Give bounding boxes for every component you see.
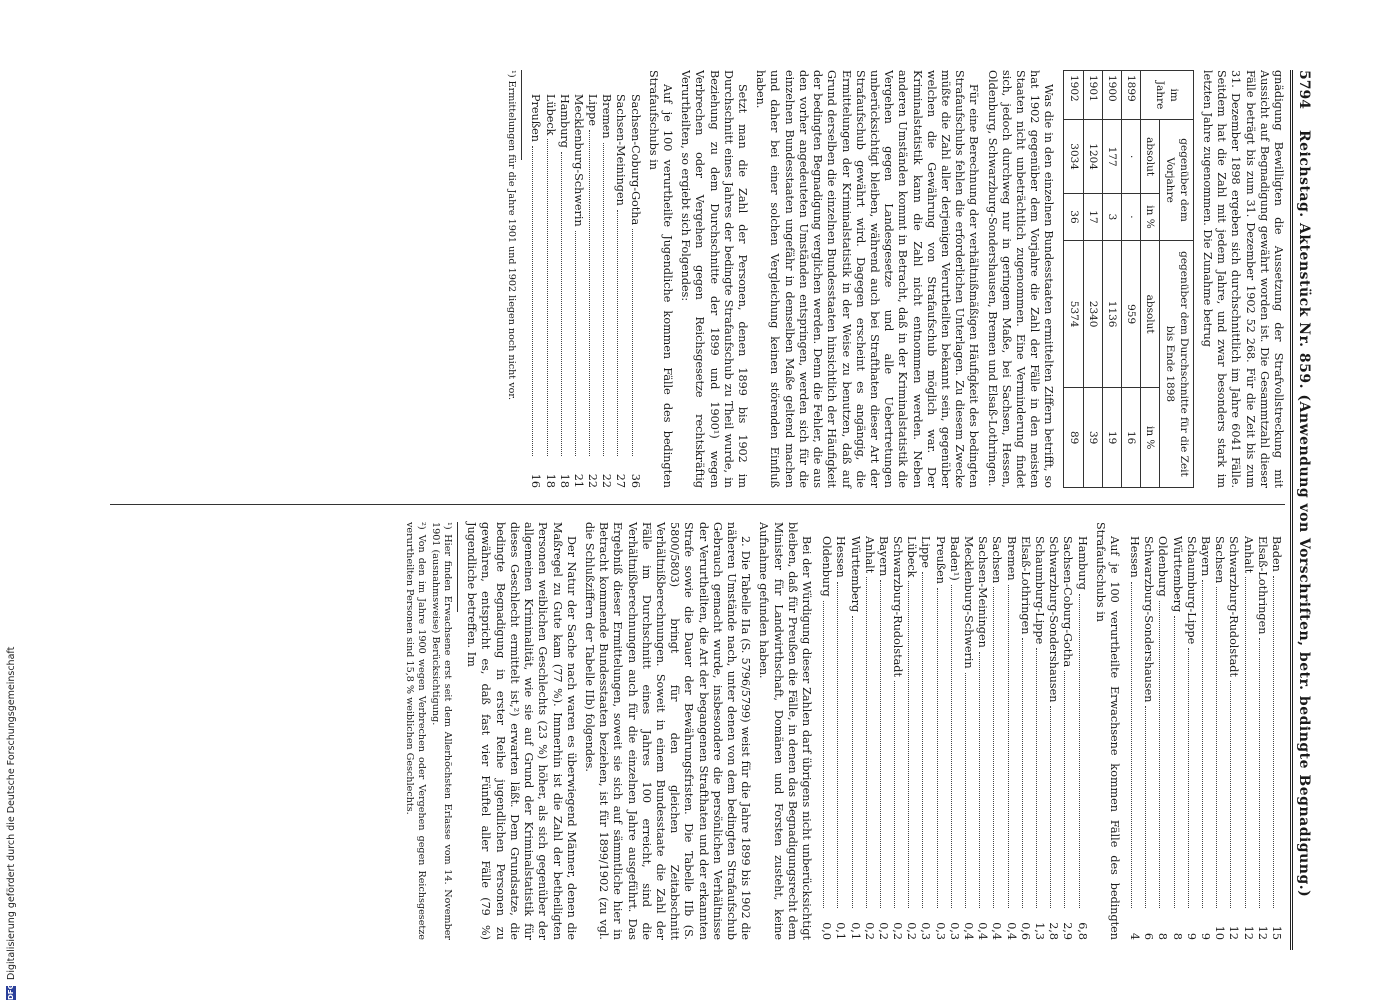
list-item: Baden 15 [1270,536,1283,940]
cell-pct-prev: · [1121,194,1140,241]
list-item: Mecklenburg-Schwerin 21 [571,94,585,488]
cell-pct-prev: 17 [1083,194,1102,241]
list-item: Schaumburg-Lippe 1,3 [1032,536,1046,940]
adults-list [819,536,1089,940]
list-item: Sachsen-Meiningen 27 [614,94,628,488]
list-item: Württemberg 0,1 [848,536,862,940]
list-item: Oldenburg 8 [1156,536,1170,940]
list-item: Bremen 0,4 [1004,536,1018,940]
list-item: Oldenburg 0,0 [820,536,834,940]
list-item: Mecklenburg-Schwerin 0,4 [962,536,976,940]
table-row [1121,71,1140,488]
footnote: ¹) Ermittelungen für die Jahre 1901 und 1902 liegen noch nicht vor. [506,70,518,400]
list-item: Preußen 16 [529,94,543,488]
list-item: Baden¹) 0,3 [947,536,961,940]
cell-pct-avg: 19 [1102,388,1121,488]
pct-header: in % [1141,388,1160,488]
cell-abs-prev: 3034 [1064,120,1083,194]
list-item: Schwarzburg-Rudolstadt 12 [1227,536,1241,940]
cell-year: 1899 [1121,71,1140,120]
list-item: Württemberg 8 [1170,536,1184,940]
table-row [1083,71,1102,488]
list-item: Schaumburg-Lippe 9 [1184,536,1198,940]
page-header [1290,70,1315,950]
paragraph-gender: Der Natur der Sache nach waren es überwiegend Männer, denen die Maßregel zu Gute kam (77 %). Immerhin ist die Zahl der betheiligten Personen weiblichen Geschlechts (23 %) höher, als sich gegenüber der allgemeinen Kriminalität, wie sie auf Grund der Kriminalstatistik für dieses Geschlecht ermittelt ist,²) erwarten läßt. Dem Grundsatze, die bedingte Begnadigung in erster Reihe jugendlichen Personen zu gewähren, entspricht es, daß fast vier Fünftel aller Fälle (79 %) Jugendliche betreffen. Im [465,522,578,940]
cell-pct-avg: 16 [1121,388,1140,488]
cell-year: 1900 [1102,71,1121,120]
cell-year: 1902 [1064,71,1083,120]
list-item: Schwarzburg-Sondershausen 6 [1142,536,1156,940]
footnote-1: ¹) Hier finden Erwachsene erst seit dem Allerhöchsten Erlasse vom 14. November 1901 (ausnahmsweise) Berücksichtigung. [430,522,454,940]
juveniles-list-continued [1127,536,1283,940]
list-item: Lippe 22 [586,94,600,488]
list-item: Sachsen-Coburg-Gotha 36 [628,94,642,488]
list-item: Sachsen 0,4 [990,536,1004,940]
cell-abs-prev: 1204 [1083,120,1102,194]
list-item: Hessen 4 [1128,536,1142,940]
paragraph-adults-intro: Auf je 100 verurtheilte Erwachsene kommen Fälle des bedingten Strafaufschubs in [1093,522,1121,940]
cell-abs-prev: · [1121,120,1140,194]
cell-pct-prev: 3 [1102,194,1121,241]
page-title: Reichstag. Aktenstück Nr. 859. (Anwendung von Vorschriften, betr. bedingte Begnadigung.) [1296,130,1313,898]
list-item: Lübeck 18 [543,94,557,488]
paragraph-table-iia: 2. Die Tabelle IIa (S. 5796/5799) weist für die Jahre 1899 bis 1902 die näheren Umstände nach, unter denen von dem bedingten Strafaufschub Gebrauch gemacht wurde, insbesondere die persönlichen Verhältnisse der Verurtheilten, die Art der begangenen Strafthaten und der erkannten Strafe sowie die Dauer der Bewährungsfristen. Die Tabelle IIb (S. 5800/5803) bringt für den gleichen Zeitabschnitt Verhältnißberechnungen. Soweit in einem Bundesstaate die Zahl der Fälle im Durchschnitt eines Jahres 100 erreicht, sind die Verhältnißberechnungen auch für die einzelnen Jahre ausgeführt. Das Ergebniß dieser Ermittelungen, soweit sie sich auf sämmtliche hier in Betracht kommende Bundesstaaten beziehen, ist für 1899/1902 (zu vgl. die Schlußziffern der Tabelle IIb) folgendes. [582,522,753,940]
table-row [1102,71,1121,488]
list-item: Bayern 9 [1199,536,1213,940]
dfg-credit [0,0,22,1000]
list-item: Anhalt 0,2 [862,536,876,940]
page-number: 5794 [1296,70,1313,109]
cell-abs-avg: 2340 [1083,240,1102,388]
paragraph-juveniles-intro: Auf je 100 verurtheilte Jugendliche kommen Fälle des bedingten Strafaufschubs in [646,70,675,488]
list-item: Anhalt 12 [1241,536,1255,940]
footnote-separator [457,522,458,612]
cell-pct-prev: 36 [1064,194,1083,241]
list-item: Elsaß-Lothringen 12 [1255,536,1269,940]
col-year-header: im Jahre [1141,71,1194,120]
list-item: Sachsen-Coburg-Gotha 2,9 [1061,536,1075,940]
group-average-header: gegenüber dem Durchschnitte für die Zeit bis Ende 1898 [1160,240,1193,487]
cell-abs-avg: 5374 [1064,240,1083,388]
list-item: Lübeck 0,2 [905,536,919,940]
scanned-sheet [100,70,1385,950]
footnote-2: ²) Von den im Jahre 1900 wegen Verbrechen oder Vergehen gegen Reichsgesetze verurtheilten Personen sind 15,8 % weiblichen Geschlechts. [404,522,428,940]
list-item: Preußen 0,3 [933,536,947,940]
increase-table [1063,70,1193,488]
list-item: Bayern 0,2 [876,536,890,940]
list-item: Sachsen 10 [1213,536,1227,940]
list-item: Bremen 22 [600,94,614,488]
cell-pct-avg: 39 [1083,388,1102,488]
list-item: Lippe 0,3 [919,536,933,940]
table-row [1064,71,1083,488]
cell-abs-avg: 959 [1121,240,1140,388]
paragraph-comparison: Setzt man die Zahl der Personen, denen 1899 bis 1902 im Durchschnitt eines Jahres der bedingte Strafaufschub zu Theil wurde, in Beziehung zu dem Durchschnitte der 1899 und 1900¹) wegen Verbrechen oder Vergehen gegen Reichsgesetze rechtskräftig Verurtheilten, so ergiebt sich Folgendes: [679,70,750,488]
right-column [110,522,1285,940]
column-divider [110,504,1285,505]
list-item: Hamburg 18 [557,94,571,488]
list-item: Schwarzburg-Sondershausen 2,8 [1047,536,1061,940]
list-item: Hessen 0,1 [834,536,848,940]
intro-paragraph: gnädigung Bewilligten die Aussetzung der Strafvollstreckung mit Aussicht auf Begnadigung gewährt worden ist. Die Gesammtzahl dieser Fälle beträgt bis zum 31. Dezember 1902 52 268. Für die Zeit bis zum 31. Dezember 1898 ergeben sich durchschnittlich im Jahre 6041 Fälle. Seitdem hat die Zahl mit jedem Jahre, und zwar besonders stark im letzten Jahre zugenommen. Die Zunahme betrug [1200,70,1285,488]
dfg-logo-icon: DFG [7,983,15,1000]
cell-abs-avg: 1136 [1102,240,1121,388]
paragraph-prussia-note: Bei der Würdigung dieser Zahlen darf übrigens nicht unberücksichtigt bleiben, daß für Preußen die Fälle, in denen das Begnadigungsrecht dem Minister für Landwirthschaft, Domänen und Forsten zusteht, keine Aufnahme gefunden haben. [757,522,813,940]
list-item: Schwarzburg-Rudolstadt 0,2 [891,536,905,940]
cell-pct-avg: 89 [1064,388,1083,488]
list-item: Hamburg 6,8 [1075,536,1089,940]
left-column [110,70,1285,488]
list-item: Elsaß-Lothringen 0,6 [1018,536,1032,940]
credit-text: Digitalisierung gefördert durch die Deutsche Forschungsgemeinschaft [5,646,17,980]
list-item: Sachsen-Meiningen 0,4 [976,536,990,940]
footnote-separator [521,70,522,160]
cell-abs-prev: 177 [1102,120,1121,194]
paragraph-states: Was die in den einzelnen Bundesstaaten ermittelten Ziffern betrifft, so hat 1902 gegenüber dem Vorjahre die Zahl der Fälle in den meisten Staaten nicht unbeträchtlich zugenommen. Eine Verminderung findet sich, jedoch durchweg nur in geringem Maße, bei Sachsen, Hessen, Oldenburg, Schwarzburg-Sondershausen, Bremen und Elsaß-Lothringen. [985,70,1056,488]
abs-header: absolut [1141,240,1160,388]
group-prev-year-header: gegenüber dem Vorjahre [1160,120,1193,241]
cell-year: 1901 [1083,71,1102,120]
document-page [100,70,1315,950]
pct-header: in % [1141,194,1160,241]
paragraph-frequency: Für eine Berechnung der verhältnißmäßigen Häufigkeit des bedingten Strafaufschubs fehlen die erforderlichen Unterlagen. Zu diesem Zwecke müßte die Zahl aller derjenigen Verurtheilten bekannt sein, gegenüber welchen die Gewährung von Strafaufschub möglich war. Der Kriminalstatistik kann die Zahl nicht entnommen werden. Neben anderen Umständen kommt in Betracht, daß in der Kriminalstatistik die Vergehen gegen Landesgesetze und alle Uebertretungen unberücksichtigt bleiben, während auch bei Strafthaten dieser Art der Strafaufschub gewährt wird. Dagegen erscheint es angängig, die Ermittelungen der Kriminalstatistik in der Weise zu benutzen, daß auf Grund derselben die einzelnen Bundesstaaten hinsichtlich der Häufigkeit der bedingten Begnadigung verglichen werden. Denn die Fehler, die aus den vorher angedeuteten Umständen entspringen, werden sich für die einzelnen Bundesstaaten ungefähr in demselben Maße geltend machen und daher bei einer solchen Vergleichung keinen störenden Einfluß haben. [754,70,981,488]
abs-header: absolut [1141,120,1160,194]
juveniles-list [528,84,642,488]
